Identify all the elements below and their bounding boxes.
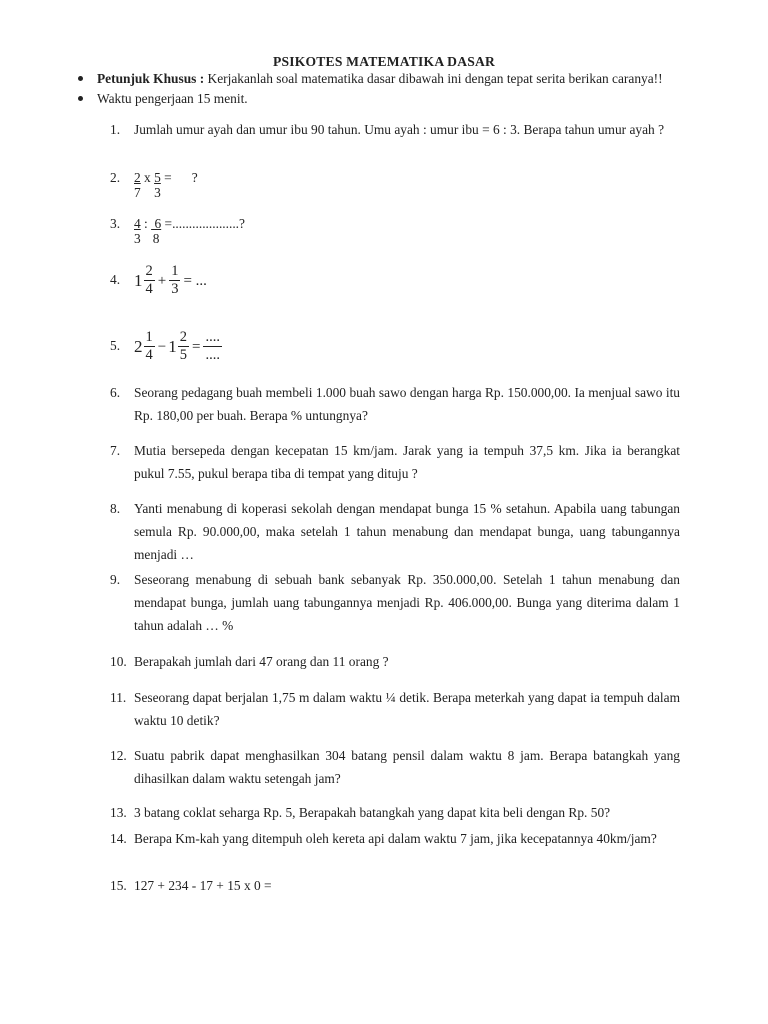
- question-9: [110, 568, 680, 637]
- question-10: [110, 650, 680, 673]
- fraction-b: $\frac{1}{3}$: [171, 263, 179, 298]
- question-number: 7.: [110, 443, 121, 458]
- question-number: 9.: [110, 572, 121, 587]
- question-number: 2.: [110, 170, 121, 185]
- question-5: [110, 328, 680, 365]
- question-number: 12.: [110, 748, 127, 763]
- question-number: 8.: [110, 501, 121, 516]
- question-expression: 2 $\frac{1}{4}$ − 1 $\frac{2}{5}$ = .... ....: [134, 329, 220, 364]
- question-text: Suatu pabrik dapat menghasilkan 304 batang pensil dalam waktu 8 jam. Berapa batangkah yang dihasilkan dalam waktu setengah jam?: [134, 748, 680, 786]
- question-8: [110, 497, 680, 566]
- bullet-icon: [78, 96, 83, 101]
- fraction-b: $\frac{6}{8}$: [151, 216, 162, 246]
- question-number: 3.: [110, 216, 121, 231]
- question-number: 10.: [110, 654, 127, 669]
- question-14: [110, 827, 680, 850]
- question-15: [110, 874, 680, 897]
- question-number: 13.: [110, 805, 127, 820]
- question-1: [110, 120, 680, 140]
- question-number: 11.: [110, 690, 127, 705]
- question-expression: 1 $\frac{2}{4}$ + $\frac{1}{3}$ = ...: [134, 263, 207, 298]
- question-text: Berapakah jumlah dari 47 orang dan 11 orang ?: [134, 654, 389, 669]
- question-text: Berapa Km-kah yang ditempuh oleh kereta api dalam waktu 7 jam, jika kecepatannya 40km/jam?: [134, 831, 657, 846]
- document-title: PSIKOTES MATEMATIKA DASAR: [272, 54, 496, 69]
- time-text: Waktu pengerjaan 15 menit.: [97, 91, 248, 106]
- question-7: [110, 439, 680, 485]
- fraction-a: $\frac{4}{3}$: [134, 216, 141, 246]
- fraction-a: $\frac{2}{4}$: [145, 263, 153, 298]
- instruction-text: Kerjakanlah soal matematika dasar dibawah ini dengan tepat serita berikan caranya!!: [204, 71, 663, 86]
- fraction-a: $\frac{1}{4}$: [145, 329, 153, 364]
- fraction-b: $\frac{2}{5}$: [179, 329, 187, 364]
- question-text: Yanti menabung di koperasi sekolah dengan mendapat bunga 15 % setahun. Apabila uang tabungan semula Rp. 90.000,00, maka setelah 1 tahun menabung dan mendapat bunga, uang tabungannya menjadi …: [134, 501, 680, 562]
- question-13: [110, 801, 680, 824]
- question-expression: $\frac{2}{7}$ x $\frac{5}{3}$ = ?: [134, 170, 198, 200]
- question-text: 127 + 234 - 17 + 15 x 0 =: [134, 878, 272, 893]
- question-text: Seseorang dapat berjalan 1,75 m dalam waktu ¼ detik. Berapa meterkah yang dapat ia tempuh dalam waktu 10 detik?: [134, 690, 680, 728]
- question-text: Seseorang menabung di sebuah bank sebanyak Rp. 350.000,00. Setelah 1 tahun menabung dan mendapat bunga, jumlah uang tabungannya menjadi Rp. 406.000,00. Bunga yang diterima dalam 1 tahun adalah … %: [134, 572, 680, 633]
- question-6: [110, 381, 680, 427]
- question-text: Jumlah umur ayah dan umur ibu 90 tahun. Umu ayah : umur ibu = 6 : 3. Berapa tahun umur ayah ?: [134, 122, 665, 137]
- question-4: [110, 262, 680, 299]
- bullet-icon: [78, 76, 83, 81]
- question-number: 5.: [110, 338, 121, 353]
- question-number: 6.: [110, 385, 121, 400]
- question-number: 15.: [110, 878, 127, 893]
- question-text: Mutia bersepeda dengan kecepatan 15 km/jam. Jarak yang ia tempuh 37,5 km. Jika ia berangkat pukul 7.55, pukul berapa tiba di tempat yang dituju ?: [134, 443, 680, 481]
- question-text: Seorang pedagang buah membeli 1.000 buah sawo dengan harga Rp. 150.000,00. Ia menjual sawo itu Rp. 180,00 per buah. Berapa % untungnya?: [134, 385, 680, 423]
- question-2: [110, 170, 680, 200]
- question-number: 1.: [110, 122, 121, 137]
- question-11: [110, 686, 680, 732]
- question-12: [110, 744, 680, 790]
- question-number: 14.: [110, 831, 127, 846]
- fraction-result: .... ....: [205, 329, 220, 364]
- question-expression: $\frac{4}{3}$ : $\frac{6}{8}$ =....................?: [134, 216, 245, 246]
- question-number: 4.: [110, 272, 121, 287]
- instruction-label: Petunjuk Khusus :: [97, 71, 205, 86]
- question-3: [110, 216, 680, 246]
- fraction-a: $\frac{2}{7}$: [134, 170, 141, 200]
- fraction-b: $\frac{5}{3}$: [154, 170, 161, 200]
- question-text: 3 batang coklat seharga Rp. 5, Berapakah batangkah yang dapat kita beli dengan Rp. 50?: [134, 805, 611, 820]
